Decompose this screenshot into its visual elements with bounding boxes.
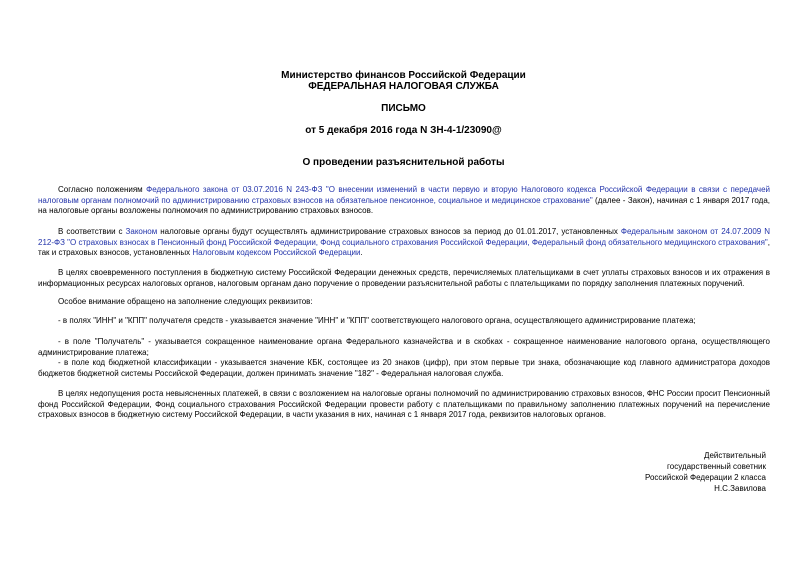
signature-title-1: Действительный xyxy=(704,451,766,460)
paragraph-6-text: - в поле "Получатель" - указывается сокращенное наименование органа Федерального казначейства и в скобках - сокращенное наименование налогового органа, осуществляющего администрирование платежа; xyxy=(38,337,770,357)
paragraph-3 xyxy=(38,268,770,289)
paragraph-2-text-a: В соответствии с xyxy=(58,227,126,236)
paragraph-3-text: В целях своевременного поступления в бюджетную систему Российской Федерации денежных средств, перечисляемых плательщиками в счет уплаты страховых взносов и их отражения в информационных ресурсах налоговых органов, налоговым органам дано поручение о проведении разъяснительной работы с плательщиками по порядку заполнения платежных поручений. xyxy=(38,268,770,288)
document-date-number: от 5 декабря 2016 года N ЗН-4-1/23090@ xyxy=(305,125,502,136)
document-subject: О проведении разъяснительной работы xyxy=(302,157,505,168)
paragraph-4-text: Особое внимание обращено на заполнение следующих реквизитов: xyxy=(58,297,313,306)
paragraph-8-text: В целях недопущения роста невыясненных платежей, в связи с возложением на налоговые органы полномочий по администрированию страховых взносов, ФНС России просит Пенсионный фонд Российской Федерации, Фонд социального страхования Российской Федерации провести работу с плательщиками по правильному заполнению платежных поручений на перечисление страховых взносов в бюджетную систему Российской Федерации, в части указания в них, начиная с 1 января 2017 года, реквизитов налоговых органов. xyxy=(38,389,770,420)
federal-law-212-link[interactable]: Федеральным законом от 24.07.2009 N 212-ФЗ "О страховых взносах в Пенсионный фонд Российской Федерации, Фонд социального страхования Российской Федерации, Федеральный фонд обязательного медицинского страхования" xyxy=(38,227,770,247)
tax-code-link[interactable]: Налоговым кодексом Российской Федерации xyxy=(192,248,361,258)
paragraph-2-text-d: . xyxy=(360,248,363,258)
paragraph-2 xyxy=(38,227,770,259)
law-link[interactable]: Законом xyxy=(125,227,158,236)
paragraph-1-text-a: Согласно положениям xyxy=(58,185,147,194)
signatory-name: Н.С.Завилова xyxy=(714,484,766,493)
paragraph-1-text-b: (далее - Закон), начиная с 1 января 2017 года, на налоговые органы возложены полномочия по администрированию страховых взносов. xyxy=(38,195,770,216)
paragraph-5-text: - в полях "ИНН" и "КПП" получателя средств - указывается значение "ИНН" и "КПП" соответствующего налогового органа, осуществляющего администрирование платежа; xyxy=(58,316,696,325)
ministry-title: Министерство финансов Российской Федерации xyxy=(281,70,526,81)
service-title: ФЕДЕРАЛЬНАЯ НАЛОГОВАЯ СЛУЖБА xyxy=(308,81,499,92)
federal-law-243-link[interactable]: Федерального закона от 03.07.2016 N 243-ФЗ "О внесении изменений в части первую и вторую Налогового кодекса Российской Федерации в связи с передачей налоговым органам полномочий по администрированию страховых взносов на обязательное пенсионное, социальное и медицинское страхование" xyxy=(38,185,770,205)
paragraph-7-text: - в поле код бюджетной классификации - указывается значение КБК, состоящее из 20 знаков (цифр), при этом первые три знака, обозначающие код главного администратора доходов бюджетов бюджетной системы Российской Федерации, должен принимать значение "182" - Федеральная налоговая служба. xyxy=(38,358,770,378)
paragraph-1 xyxy=(38,185,770,217)
paragraph-5 xyxy=(38,316,770,327)
paragraph-6 xyxy=(38,337,770,358)
paragraph-2-text-b: налоговые органы будут осуществлять администрирование страховых взносов за период до 01.01.2017, установленных xyxy=(157,227,621,236)
paragraph-2-text-c: , так и страховых взносов, установленных xyxy=(38,237,770,258)
paragraph-4 xyxy=(38,297,770,308)
paragraph-8 xyxy=(38,389,770,421)
signature-title-2: государственный советник xyxy=(667,462,766,471)
paragraph-7 xyxy=(38,358,770,379)
document-type: ПИСЬМО xyxy=(381,103,426,114)
signature-title-3: Российской Федерации 2 класса xyxy=(644,473,766,482)
